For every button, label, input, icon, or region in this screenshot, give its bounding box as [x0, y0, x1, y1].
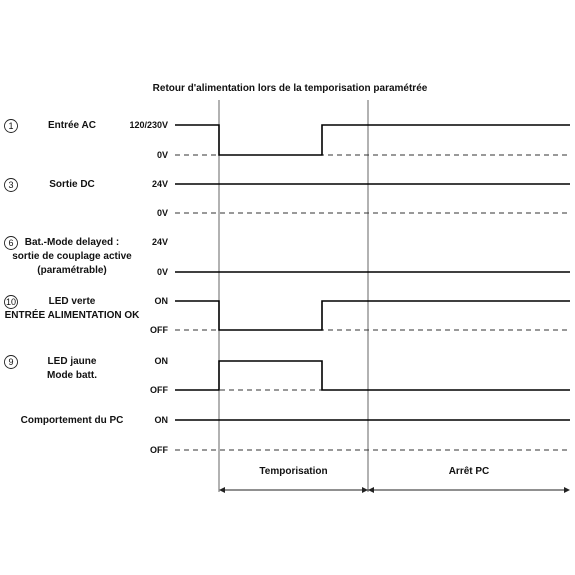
row-number: 6 — [8, 238, 14, 249]
signal-waveform — [175, 125, 570, 155]
row-number: 3 — [8, 180, 14, 191]
signal-waveform — [175, 301, 570, 330]
row-number: 10 — [5, 297, 17, 308]
phase-label: Temporisation — [259, 466, 328, 477]
low-level-label: 0V — [156, 267, 168, 277]
low-level-label: 0V — [156, 150, 168, 160]
signal-row — [5, 120, 571, 161]
low-level-label: OFF — [150, 325, 168, 335]
high-level-label: ON — [154, 356, 168, 366]
arrow-head — [219, 487, 225, 493]
low-level-label: OFF — [150, 385, 168, 395]
row-label: LED jaune — [47, 356, 97, 367]
arrow-head — [362, 487, 368, 493]
signal-row — [5, 237, 571, 278]
row-label: Entrée AC — [48, 120, 96, 131]
low-level-label: 0V — [156, 208, 168, 218]
row-label: ENTRÉE ALIMENTATION OK — [4, 310, 140, 321]
row-label: Bat.-Mode delayed : — [24, 237, 120, 248]
arrow-head — [368, 487, 374, 493]
row-number: 1 — [8, 121, 14, 132]
row-label: Mode batt. — [47, 370, 97, 381]
signal-row — [5, 179, 571, 219]
signal-row — [21, 415, 570, 455]
phase-timeline — [219, 466, 570, 493]
high-level-label: 120/230V — [129, 120, 168, 130]
high-level-label: ON — [154, 415, 168, 425]
row-number: 9 — [8, 357, 14, 368]
row-label: sortie de couplage active — [12, 251, 132, 262]
high-level-label: ON — [154, 296, 168, 306]
signal-row — [5, 296, 571, 336]
low-level-label: OFF — [150, 445, 168, 455]
row-label: Sortie DC — [49, 179, 95, 190]
diagram-title: Retour d'alimentation lors de la temporisation paramétrée — [152, 83, 428, 94]
signal-waveform — [175, 361, 570, 390]
row-label: (paramétrable) — [37, 265, 107, 276]
row-label: LED verte — [48, 296, 96, 307]
row-label: Comportement du PC — [20, 415, 124, 426]
signal-rows — [5, 100, 571, 492]
arrow-head — [564, 487, 570, 493]
signal-row — [5, 356, 571, 396]
phase-label: Arrêt PC — [448, 466, 490, 477]
high-level-label: 24V — [151, 179, 168, 189]
high-level-label: 24V — [151, 237, 168, 247]
